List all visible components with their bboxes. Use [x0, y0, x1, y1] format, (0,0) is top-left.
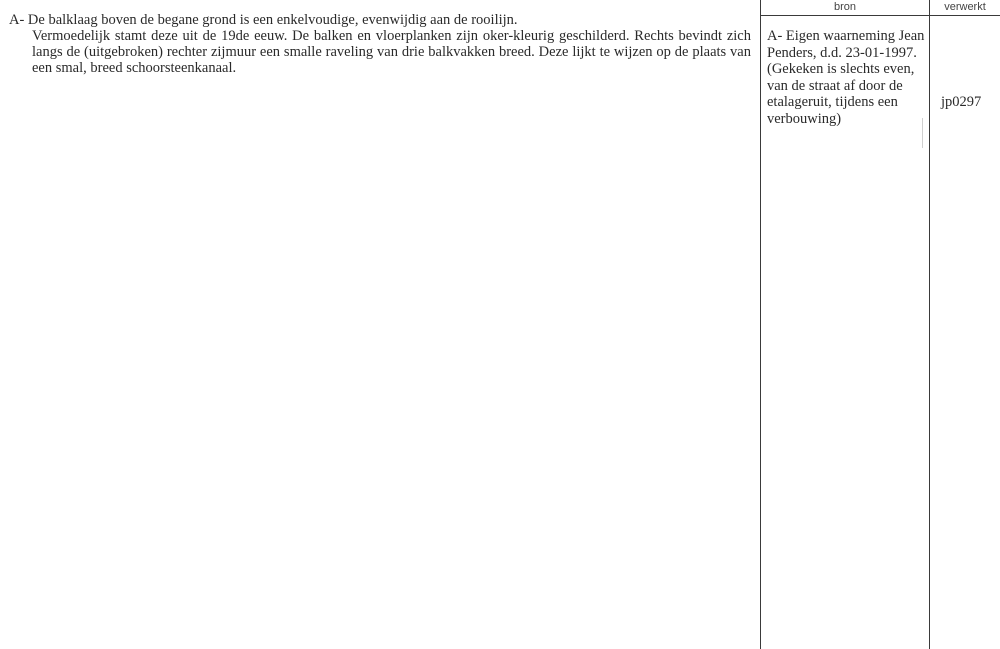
description-paragraph: Vermoedelijk stamt deze uit de 19de eeuw. De balken en vloerplanken zijn oker-kleurig geschilderd. Rechts bevindt zich langs de (uitgebroken) rechter zijmuur een smalle raveling van drie balkvakken breed. Deze lijkt te wijzen op de plaats van een smal, breed schoorsteenkanaal.: [32, 28, 751, 76]
verwerkt-code: jp0297: [941, 94, 982, 110]
column-divider-bron: [760, 0, 761, 649]
scan-mark: [922, 118, 923, 148]
description-first-line: A- De balklaag boven de begane grond is een enkelvoudige, evenwijdig aan de rooilijn.: [9, 12, 518, 28]
column-divider-verwerkt: [929, 0, 930, 649]
bron-source-text: A- Eigen waarneming Jean Penders, d.d. 23-01-1997. (Gekeken is slechts even, van de straat af door de etalageruit, tijdens een verbouwing): [767, 28, 925, 127]
description-text: [9, 12, 751, 76]
verwerkt-column-header: verwerkt: [944, 1, 986, 13]
bron-column-header: bron: [833, 1, 857, 13]
header-divider: [760, 15, 1000, 16]
